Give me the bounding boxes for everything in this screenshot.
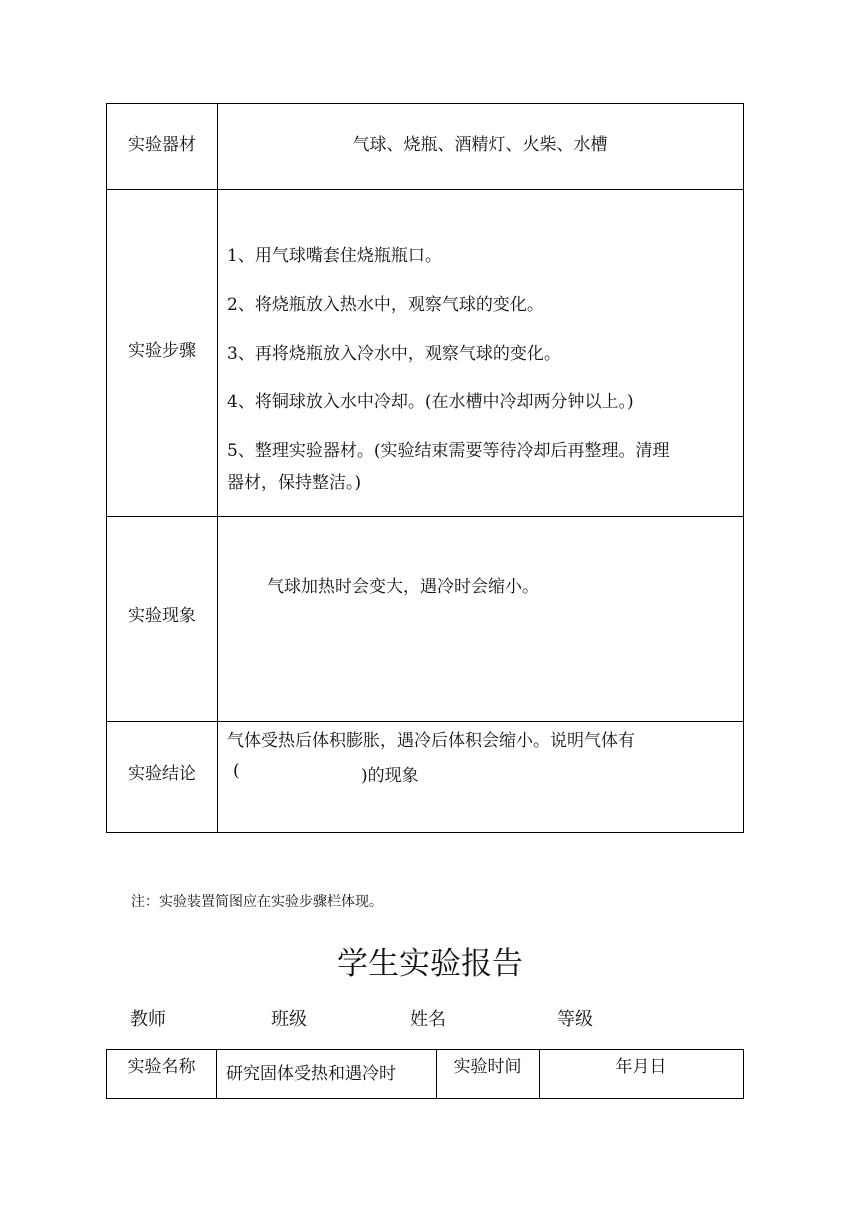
conclusion-line1: 气体受热后体积膨胀，遇冷后体积会缩小。说明气体有 [227,731,635,751]
report-header-table [106,1049,744,1099]
column-divider [216,1050,217,1098]
column-divider [217,104,218,832]
step-item: 3、再将烧瓶放入冷水中，观察气球的变化。 [227,344,561,364]
experiment-table [106,103,744,833]
step-item: 1、用气球嘴套住烧瓶瓶口。 [227,246,442,266]
experiment-name-label: 实验名称 [127,1057,196,1077]
name-label: 姓名 [410,1009,446,1030]
grade-label: 等级 [557,1009,593,1030]
phenomenon-value: 气球加热时会变大，遇冷时会缩小。 [267,577,539,597]
equipment-value: 气球、烧瓶、酒精灯、火柴、水槽 [352,135,608,155]
conclusion-label: 实验结论 [128,764,196,784]
report-title: 学生实验报告 [337,946,523,982]
experiment-time-label: 实验时间 [453,1057,522,1077]
phenomenon-label: 实验现象 [128,606,196,626]
step-item: 4、将铜球放入水中冷却。(在水槽中冷却两分钟以上。) [227,392,634,412]
experiment-time-value: 年月日 [615,1057,667,1077]
experiment-name-value: 研究固体受热和遇冷时 [226,1064,396,1084]
steps-label: 实验步骤 [128,341,196,361]
conclusion-blank-open: ( [233,761,240,781]
step-item: 2、将烧瓶放入热水中，观察气球的变化。 [227,295,544,315]
footnote: 注：实验装置简图应在实验步骤栏体现。 [131,894,383,910]
row-divider [107,189,743,190]
row-divider [107,516,743,517]
class-label: 班级 [271,1009,307,1030]
step-item: 器材，保持整洁。) [227,473,362,493]
equipment-label: 实验器材 [128,135,196,155]
conclusion-blank-close: )的现象 [361,766,419,786]
row-divider [107,721,743,722]
step-item: 5、整理实验器材。(实验结束需要等待冷却后再整理。清理 [227,441,670,461]
teacher-label: 教师 [130,1009,166,1030]
